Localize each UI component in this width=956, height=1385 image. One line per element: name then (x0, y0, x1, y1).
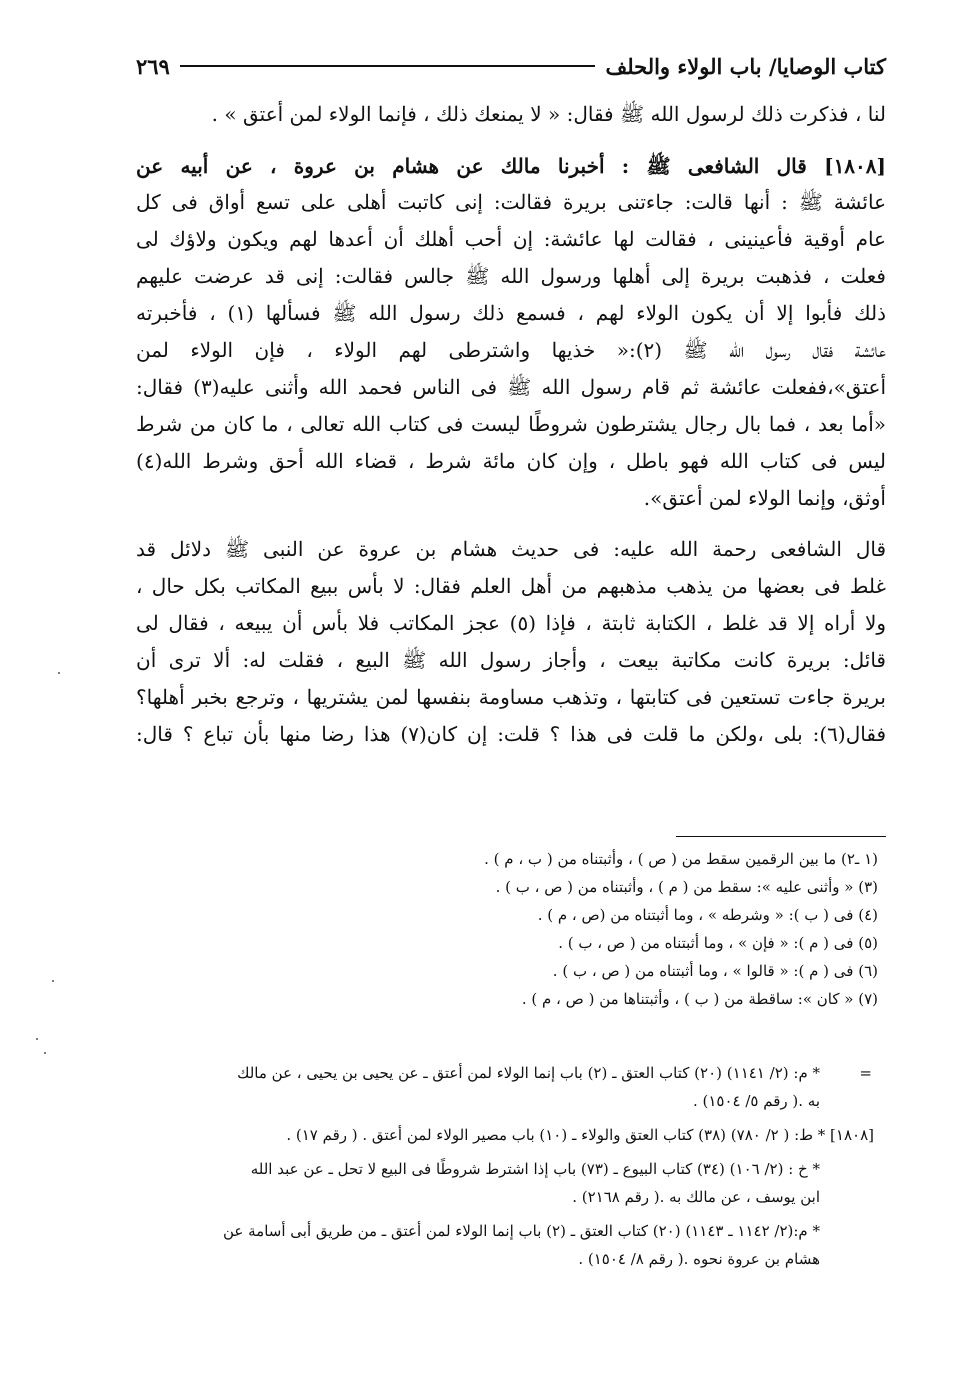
text-line: لنا ، فذكرت ذلك لرسول الله ﷺ فقال: « لا يمنعك ذلك ، فإنما الولاء لمن أعتق » . (211, 102, 886, 126)
footnote: (٥) فى ( م ): « فإن » ، وما أثبتناه من ( ص ، ب ) . (558, 934, 878, 952)
text-line: «أما بعد ، فما بال رجال يشترطون شروطًا ليست فى كتاب الله تعالى ، ما كان من شرط (136, 412, 887, 436)
text-line: أعتق»،ففعلت عائشة ثم قام رسول الله ﷺ فى الناس فحمد الله وأثنى عليه(٣) فقال: (136, 375, 887, 399)
source-text: * م: (٢/ ١١٤١) (٢٠) كتاب العتق ـ (٢) باب إنما الولاء لمن أعتق ـ عن يحيى بن يحيى ، عن مالك (237, 1064, 820, 1082)
source-reference: به .( رقم ٥/ ١٥٠٤) . (692, 1092, 820, 1110)
footnote-separator (676, 836, 886, 837)
text-line: قائل: بريرة كانت مكاتبة بيعت ، وأجاز رسول الله ﷺ البيع ، فقلت له: ألا ترى أن (136, 648, 886, 672)
footnote: (١ ـ٢) ما بين الرقمين سقط من ( ص ) ، وأثبتناه من ( ب ، م ) . (484, 850, 878, 868)
text-line: ليس فى كتاب الله فهو باطل ، وإن كان مائة شرط ، قضاء الله أحق وشرط الله(٤) (136, 449, 886, 473)
scan-speck (58, 672, 60, 674)
source-reference: ابن يوسف ، عن مالك به .( رقم ٢١٦٨) . (572, 1188, 820, 1206)
source-reference: * م:(٢/ ١١٤٢ ـ ١١٤٣) (٢٠) كتاب العتق ـ (٢) باب إنما الولاء لمن أعتق ـ من طريق أبى أسامة عن (223, 1222, 820, 1240)
paragraph-heading-line: قال الشافعى رحمة الله عليه: فى حديث هشام بن عروة عن النبى ﷺ دلائل قد (136, 537, 886, 561)
scan-speck (52, 980, 54, 982)
scan-speck (36, 1038, 38, 1040)
hadith-heading-line: [١٨٠٨] قال الشافعى ﷺ : أخبرنا مالك عن هشام بن عروة ، عن أبيه عن (136, 154, 886, 178)
source-reference: [١٨٠٨] * ط: ( ٢/ ٧٨٠) (٣٨) كتاب العتق والولاء ـ (١٠) باب مصير الولاء لمن أعتق . ( رقم ١٧) . (286, 1126, 874, 1144)
text-line: أوثق، وإنما الولاء لمن أعتق». (643, 486, 886, 510)
text-line: ذلك فأبوا إلا أن يكون الولاء لهم ، فسمع ذلك رسول الله ﷺ فسألها (١) ، فأخبرته (136, 301, 887, 325)
continuation-mark: = (859, 1064, 872, 1082)
footnote: (٦) فى ( م ): « قالوا » ، وما أثبتناه من ( ص ، ب ) . (552, 962, 878, 980)
footnote: (٤) فى ( ب ): « وشرطه » ، وما أثبتناه من (ص ، م ) . (537, 906, 878, 924)
source-reference (120, 1062, 872, 1084)
text-line: غلط فى بعضها من يذهب مذهبهم من أهل العلم فقال: لا بأس ببيع المكاتب بكل حال ، (136, 574, 886, 598)
footnote: (٣) « وأثنى عليه »: سقط من ( م ) ، وأثبتناه من ( ص ، ب ) . (495, 878, 878, 896)
text-line: فعلت ، فذهبت بريرة إلى أهلها ورسول الله ﷺ جالس فقالت: إنى قد عرضت عليهم (136, 264, 886, 288)
source-reference: * خ : (٢/ ١٠٦) (٣٤) كتاب البيوع ـ (٧٣) باب إذا اشترط شروطًا فى البيع لا تحل ـ عن عبد الله (250, 1160, 820, 1178)
scan-speck (44, 1052, 46, 1054)
header-rule (180, 65, 596, 67)
page-number: ٢٦٩ (136, 53, 170, 79)
text-line: فقال(٦): بلى ،ولكن ما قلت فى هذا ؟ قلت: إن كان(٧) هذا رضا منها بأن تباع ؟ قال: (136, 722, 887, 746)
text-line: عائشة ﷺ : أنها قالت: جاءتنى بريرة فقالت: إنى كاتبت أهلى على تسع أواق فى كل (136, 190, 886, 214)
chapter-title: كتاب الوصايا/ باب الولاء والحلف (605, 53, 886, 79)
text-line: عائشة فقال رسول الله ﷺ (٢):« خذيها واشترطى لهم الولاء ، فإن الولاء لمن (136, 338, 886, 362)
source-reference: هشام بن عروة نحوه .( رقم ٨/ ١٥٠٤) . (578, 1250, 820, 1268)
footnote: (٧) « كان »: ساقطة من ( ب ) ، وأثبتناها من ( ص ، م ) . (521, 990, 878, 1008)
running-header (136, 46, 886, 86)
text-line: ولا أراه إلا قد غلط ، الكتابة ثابتة ، فإذا (٥) عجز المكاتب فلا بأس أن يبيعه ، فقال لى (136, 611, 887, 635)
text-line: عام أوقية فأعينينى ، فقالت لها عائشة: إن أحب أهلك أن أعدها لهم ويكون ولاؤك لى (136, 227, 886, 251)
text-line: بريرة جاءت تستعين فى كتابتها ، وتذهب مساومة بنفسها لمن يشتريها ، وترجع بخبر أهلها؟ (136, 685, 886, 709)
